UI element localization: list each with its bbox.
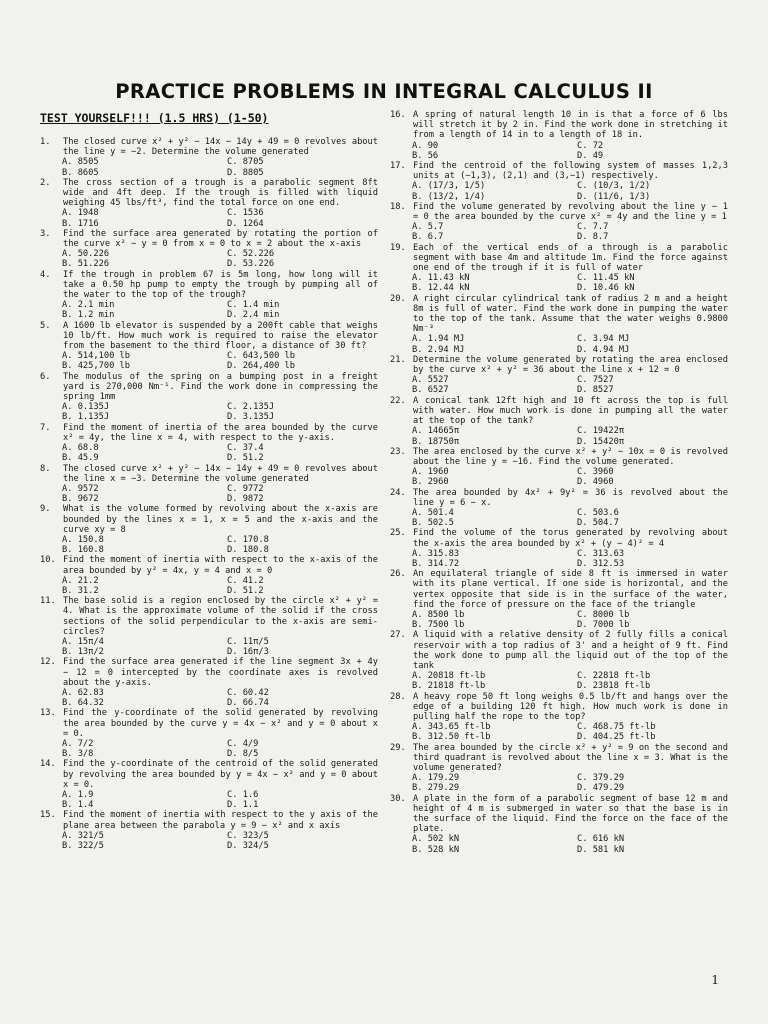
problem-text: Determine the volume generated by rotating the area enclosed by the curve x² + y² = 36 about the line x + 12 = 0 <box>413 354 728 376</box>
answer-choice: A. 62.83 <box>62 687 104 698</box>
answer-choice: D. (11/6, 1/3) <box>577 191 651 202</box>
answer-choice: C. 323/5 <box>227 830 269 841</box>
answer-choice: D. 23818 ft-lb <box>577 681 651 692</box>
answer-choices <box>40 443 378 463</box>
problem-number: 20. <box>390 293 406 304</box>
problem-item <box>40 555 378 596</box>
answer-choice: D. 180.8 <box>227 545 269 556</box>
problem-item <box>40 423 378 464</box>
answer-choice: A. 502 kN <box>412 834 460 845</box>
answer-choice: D. 2.4 min <box>227 310 280 321</box>
answer-choices <box>390 141 728 161</box>
answer-choice: D. 51.2 <box>227 585 264 596</box>
answer-choice: C. 41.2 <box>227 575 264 586</box>
problem-text: If the trough in problem 67 is 5m long, how long will it take a 0.50 hp pump to empty the trough by pumping all of the water to the top of the trough? <box>63 269 378 301</box>
answer-choice: D. 9872 <box>227 494 264 505</box>
problem-item <box>390 243 728 294</box>
problem-number: 27. <box>390 630 406 641</box>
problem-item <box>390 743 728 794</box>
answer-choice: A. 20818 ft-lb <box>412 671 486 682</box>
answer-choice: D. 504.7 <box>577 518 619 529</box>
answer-choice: D. 479.29 <box>577 783 625 794</box>
answer-choice: B. 502.5 <box>412 518 454 529</box>
answer-choice: D. 8527 <box>577 385 614 396</box>
problem-number: 2. <box>40 177 51 188</box>
problem-item <box>40 137 378 178</box>
answer-choices <box>390 508 728 528</box>
problem-number: 6. <box>40 371 51 382</box>
answer-choice: C. 19422π <box>577 426 625 437</box>
problem-item <box>390 161 728 202</box>
problem-item <box>40 708 378 759</box>
problem-number: 10. <box>40 555 56 566</box>
answer-choice: C. (10/3, 1/2) <box>577 181 651 192</box>
answer-choice: B. 21818 ft-lb <box>412 681 486 692</box>
answer-choice: C. 7527 <box>577 375 614 386</box>
answer-choice: B. 56 <box>412 150 439 161</box>
problem-number: 30. <box>390 793 406 804</box>
problem-item <box>40 372 378 423</box>
right-column <box>390 110 728 855</box>
problem-text: The area bounded by the circle x² + y² = 9 on the second and third quadrant is revolved about the line x = 3. What is the volume generated? <box>413 742 728 773</box>
problem-item <box>40 759 378 810</box>
answer-choice: D. 404.25 ft-lb <box>577 732 656 743</box>
answer-choice: A. 150.8 <box>62 534 104 545</box>
answer-choice: B. 9672 <box>62 494 99 505</box>
answer-choices <box>390 467 728 487</box>
problem-number: 29. <box>390 742 406 753</box>
problem-text: The base solid is a region enclosed by the circle x² + y² = 4. What is the approximate volume of the solid if the cross sections of the solid perpendicular to the x-axis are semi-circles? <box>63 596 378 637</box>
answer-choice: C. 503.6 <box>577 507 619 518</box>
answer-choice: D. 324/5 <box>227 841 269 852</box>
answer-choice: C. 2.135J <box>227 402 275 413</box>
problem-number: 24. <box>390 487 406 498</box>
page-title: PRACTICE PROBLEMS IN INTEGRAL CALCULUS II <box>115 80 653 103</box>
answer-choice: B. 13π/2 <box>62 647 104 658</box>
answer-choice: C. 60.42 <box>227 687 269 698</box>
problem-text: A right circular cylindrical tank of radius 2 m and a height 8m is full of water. Find the work done in pumping the water to the top of the tank. Assume that the water weighs 0.9800 Nm⁻³ <box>413 293 728 335</box>
answer-choice: B. 312.50 ft-lb <box>412 732 491 743</box>
problem-number: 9. <box>40 504 51 515</box>
problem-number: 25. <box>390 528 406 539</box>
answer-choice: A. 1.9 <box>62 790 94 800</box>
problem-text: The area enclosed by the curve x² + y² − 10x = 0 is revolved about the line y = −16. Find the volume generated. <box>413 446 728 467</box>
answer-choice: C. 379.29 <box>577 773 625 784</box>
answer-choice: A. 5527 <box>412 375 449 386</box>
answer-choice: C. 170.8 <box>227 534 269 545</box>
answer-choice: A. 7/2 <box>62 738 94 749</box>
answer-choices <box>40 637 378 657</box>
answer-choice: A. 179.29 <box>412 773 460 784</box>
problem-item <box>390 794 728 855</box>
problem-item <box>390 447 728 488</box>
answer-choice: D. 4960 <box>577 477 614 488</box>
answer-choice: C. 313.63 <box>577 548 625 559</box>
answer-choice: C. 1.4 min <box>227 300 280 311</box>
problem-text: Find the y-coordinate of the solid generated by revolving the area bounded by the curve y = 4x − x² and y = 0 about x = 0. <box>63 708 378 739</box>
problem-item <box>40 270 378 321</box>
answer-choice: B. 1.135J <box>62 412 110 423</box>
answer-choice: D. 1.1 <box>227 800 259 811</box>
answer-choice: A. 21.2 <box>62 575 99 586</box>
problem-text: A 1600 lb elevator is suspended by a 200ft cable that weighs 10 lb/ft. How much work is required to raise the elevator from the basement to the third floor, a distance of 30 ft? <box>63 320 378 352</box>
problem-text: Find the moment of inertia with respect to the x-axis of the area bounded by y² = 4x, y = 4 and x = 0 <box>63 555 378 576</box>
answer-choice: B. 64.32 <box>62 698 104 709</box>
problem-number: 19. <box>390 242 406 253</box>
answer-choices <box>390 834 728 854</box>
problem-item <box>40 504 378 555</box>
page-number: 1 <box>711 973 719 987</box>
answer-choice: C. 9772 <box>227 483 264 494</box>
problem-text: Find the y-coordinate of the centroid of the solid generated by revolving the area bounded by y = 4x − x² and y = 0 about x = 0. <box>63 759 378 790</box>
problem-item <box>390 110 728 161</box>
problem-number: 26. <box>390 569 406 580</box>
answer-choices <box>40 739 378 759</box>
answer-choice: C. 468.75 ft-lb <box>577 722 656 733</box>
answer-choice: B. 31.2 <box>62 585 99 596</box>
answer-choice: A. 2.1 min <box>62 300 115 311</box>
answer-choice: D. 16π/3 <box>227 647 269 658</box>
problem-item <box>390 488 728 529</box>
answer-choice: B. 314.72 <box>412 558 460 569</box>
problem-text: Find the moment of inertia with respect to the y axis of the plane area between the parabola y = 9 − x² and x axis <box>63 810 378 831</box>
problem-item <box>40 178 378 229</box>
answer-choice: B. 12.44 kN <box>412 283 470 294</box>
problem-item <box>390 630 728 691</box>
problem-item <box>390 569 728 630</box>
problem-text: Find the surface area generated by rotating the portion of the curve x² − y = 0 from x = 0 to x = 2 about the x-axis <box>63 228 378 250</box>
problem-number: 16. <box>390 110 406 120</box>
answer-choices <box>40 484 378 504</box>
problem-item <box>40 229 378 270</box>
problem-item <box>390 528 728 569</box>
answer-choice: A. 1960 <box>412 467 449 478</box>
section-heading: TEST YOURSELF!!! (1.5 HRS) (1-50) <box>40 111 269 125</box>
problem-item <box>40 810 378 851</box>
answer-choices <box>40 688 378 708</box>
problem-text: Find the centroid of the following system of masses 1,2,3 units at (−1,3), (2,1) and (3,−1) respectively. <box>413 161 728 182</box>
answer-choice: A. 315.83 <box>412 548 460 559</box>
answer-choice: C. 22818 ft-lb <box>577 671 651 682</box>
answer-choice: A. 321/5 <box>62 830 104 841</box>
problem-text: The closed curve x² + y² − 14x − 14y + 49 = 0 revolves about the line x = −3. Determine the volume generated <box>63 463 378 484</box>
answer-choice: B. 8605 <box>62 167 99 178</box>
answer-choice: B. 45.9 <box>62 453 99 464</box>
answer-choice: B. (13/2, 1/4) <box>412 191 486 202</box>
answer-choice: D. 8805 <box>227 167 264 178</box>
problem-item <box>40 657 378 708</box>
answer-choice: B. 528 kN <box>412 844 460 855</box>
answer-choice: B. 1716 <box>62 218 99 229</box>
answer-choices <box>390 222 728 242</box>
problem-number: 7. <box>40 422 51 433</box>
answer-choices <box>390 181 728 201</box>
answer-choice: B. 1.2 min <box>62 310 115 321</box>
answer-choices <box>390 773 728 793</box>
answer-choice: B. 6527 <box>412 385 449 396</box>
answer-choices <box>40 157 378 177</box>
answer-choice: C. 52.226 <box>227 249 275 260</box>
answer-choice: D. 8/5 <box>227 749 259 760</box>
answer-choice: D. 51.2 <box>227 453 264 464</box>
answer-choices <box>390 273 728 293</box>
answer-choice: A. 50.226 <box>62 249 110 260</box>
answer-choices <box>40 535 378 555</box>
answer-choice: C. 8000 lb <box>577 609 630 620</box>
problem-text: An equilateral triangle of side 8 ft is immersed in water with its plane vertical. If one side is horizontal, and the vertex opposite that side is in the surface of the water, find the force of pressure on the face of the triangle <box>413 569 728 610</box>
answer-choice: A. 15π/4 <box>62 636 104 647</box>
answer-choice: D. 581 kN <box>577 844 625 855</box>
answer-choice: B. 18750π <box>412 436 460 447</box>
problem-number: 1. <box>40 137 51 147</box>
problem-text: A spring of natural length 10 in is that a force of 6 lbs will stretch it by 2 in. Find the work done in stretching it from a length of 14 in to a length of 18 in. <box>413 110 728 141</box>
problem-number: 14. <box>40 759 56 770</box>
answer-choice: C. 3960 <box>577 467 614 478</box>
answer-choices <box>40 208 378 228</box>
problem-text: Find the volume generated by revolving about the line y − 1 = 0 the area bounded by the curve x² = 4y and the line y = 1 <box>413 201 728 223</box>
problem-number: 15. <box>40 810 56 821</box>
answer-choices <box>40 402 378 422</box>
problem-text: The modulus of the spring on a bumping post in a freight yard is 270,000 Nm⁻¹. Find the work done in compressing the spring 1mm <box>63 371 378 403</box>
problem-item <box>390 355 728 396</box>
problem-item <box>40 464 378 505</box>
answer-choice: D. 66.74 <box>227 698 269 709</box>
problem-number: 4. <box>40 269 51 280</box>
answer-choice: B. 1.4 <box>62 800 94 811</box>
answer-choices <box>390 610 728 630</box>
answer-choices <box>390 549 728 569</box>
problem-text: The cross section of a trough is a parabolic segment 8ft wide and 4ft deep. If the trough is filled with liquid weighing 45 lbs/ft³, find the total force on one end. <box>63 177 378 209</box>
problem-number: 13. <box>40 708 56 719</box>
answer-choice: C. 1.6 <box>227 790 259 800</box>
answer-choice: A. 514,100 lb <box>62 351 130 362</box>
answer-choice: B. 3/8 <box>62 749 94 760</box>
problem-item <box>390 396 728 447</box>
answer-choice: C. 3.94 MJ <box>577 334 630 345</box>
answer-choice: C. 8705 <box>227 157 264 168</box>
answer-choice: B. 6.7 <box>412 232 444 243</box>
answer-choice: B. 160.8 <box>62 545 104 556</box>
answer-choices <box>40 351 378 371</box>
problem-text: Find the volume of the torus generated by revolving about the x-axis the area bounded by x² + (y − 4)² = 4 <box>413 528 728 549</box>
problem-item <box>390 692 728 743</box>
problem-text: The area bounded by 4x² + 9y² = 36 is revolved about the line y = 6 − x. <box>413 487 728 508</box>
answer-choices <box>390 334 728 354</box>
problem-item <box>390 294 728 355</box>
answer-choice: B. 322/5 <box>62 841 104 852</box>
answer-choice: A. 9572 <box>62 483 99 494</box>
problem-text: What is the volume formed by revolving about the x-axis are bounded by the lines x = 1, x = 5 and the x-axis and the curve xy = 8 <box>63 504 378 535</box>
answer-choice: D. 10.46 kN <box>577 283 635 294</box>
problem-number: 21. <box>390 354 406 365</box>
problem-number: 12. <box>40 657 56 668</box>
answer-choices <box>40 576 378 596</box>
answer-choice: D. 3.135J <box>227 412 275 423</box>
answer-choice: C. 7.7 <box>577 222 609 233</box>
answer-choice: D. 1264 <box>227 218 264 229</box>
problem-number: 28. <box>390 691 406 702</box>
problem-text: Find the moment of inertia of the area bounded by the curve x² = 4y, the line x = 4, with respect to the y-axis. <box>63 422 378 443</box>
answer-choice: A. 5.7 <box>412 222 444 233</box>
problem-number: 3. <box>40 228 51 239</box>
problem-number: 11. <box>40 596 56 607</box>
answer-choice: A. 11.43 kN <box>412 273 470 284</box>
answer-choice: C. 643,500 lb <box>227 351 295 362</box>
problem-text: A liquid with a relative density of 2 fully fills a conical reservoir with a top radius of 3' and a height of 9 ft. Find the work done to pump all the liquid out of the top of the tank <box>413 630 728 671</box>
answer-choices <box>40 831 378 851</box>
answer-choice: A. 68.8 <box>62 443 99 454</box>
answer-choice: C. 72 <box>577 140 604 151</box>
problem-text: A conical tank 12ft high and 10 ft across the top is full with water. How much work is done in pumping all the water at the top of the tank? <box>413 395 728 427</box>
answer-choice: B. 2960 <box>412 477 449 488</box>
answer-choice: D. 7000 lb <box>577 620 630 631</box>
problem-number: 5. <box>40 320 51 331</box>
answer-choice: A. 8505 <box>62 157 99 168</box>
answer-choice: C. 11π/5 <box>227 636 269 647</box>
answer-choice: A. 1.94 MJ <box>412 334 465 345</box>
answer-choice: C. 616 kN <box>577 834 625 845</box>
answer-choices <box>40 249 378 269</box>
answer-choice: D. 4.94 MJ <box>577 344 630 355</box>
answer-choice: B. 425,700 lb <box>62 361 130 372</box>
answer-choice: B. 279.29 <box>412 783 460 794</box>
answer-choices <box>40 790 378 810</box>
answer-choice: A. 14665π <box>412 426 460 437</box>
problem-number: 8. <box>40 463 51 474</box>
left-column <box>40 137 378 851</box>
answer-choice: D. 8.7 <box>577 232 609 243</box>
answer-choice: A. 1948 <box>62 208 99 219</box>
answer-choice: A. 343.65 ft-lb <box>412 722 491 733</box>
answer-choices <box>390 722 728 742</box>
problem-text: Each of the vertical ends of a through is a parabolic segment with base 4m and altitude 1m. Find the force against one end of the trough if it is full of water <box>413 242 728 274</box>
problem-text: A plate in the form of a parabolic segment of base 12 m and height of 4 m is submerged in water so that the base is in the surface of the liquid. Find the force on the face of the plate. <box>413 793 728 835</box>
answer-choice: B. 51.226 <box>62 259 110 270</box>
answer-choice: A. 8500 lb <box>412 609 465 620</box>
problem-number: 22. <box>390 395 406 406</box>
answer-choice: D. 49 <box>577 150 604 161</box>
problem-number: 23. <box>390 446 406 457</box>
problem-item <box>40 321 378 372</box>
problem-number: 17. <box>390 161 406 172</box>
answer-choice: C. 1536 <box>227 208 264 219</box>
problem-text: Find the surface area generated if the line segment 3x + 4y − 12 = 0 intercepted by the coordinate axes is revolved about the y-axis. <box>63 657 378 688</box>
answer-choices <box>40 300 378 320</box>
problem-item <box>390 202 728 243</box>
answer-choice: D. 53.226 <box>227 259 275 270</box>
answer-choice: A. (17/3, 1/5) <box>412 181 486 192</box>
answer-choice: C. 37.4 <box>227 443 264 454</box>
problem-item <box>40 596 378 657</box>
answer-choice: D. 15420π <box>577 436 625 447</box>
problem-text: The closed curve x² + y² − 14x − 14y + 49 = 0 revolves about the line y = −2. Determine the volume generated <box>63 137 378 158</box>
answer-choice: C. 4/9 <box>227 738 259 749</box>
answer-choice: A. 0.135J <box>62 402 110 413</box>
answer-choice: C. 11.45 kN <box>577 273 635 284</box>
answer-choice: D. 312.53 <box>577 558 625 569</box>
problem-text: A heavy rope 50 ft long weighs 0.5 lb/ft and hangs over the edge of a building 120 ft high. How much work is done in pulling half the rope to the top? <box>413 691 728 722</box>
answer-choice: D. 264,400 lb <box>227 361 295 372</box>
answer-choices <box>390 426 728 446</box>
answer-choice: B. 7500 lb <box>412 620 465 631</box>
answer-choice: A. 501.4 <box>412 507 454 518</box>
problem-number: 18. <box>390 201 406 212</box>
answer-choices <box>390 671 728 691</box>
answer-choices <box>390 375 728 395</box>
answer-choice: B. 2.94 MJ <box>412 344 465 355</box>
answer-choice: A. 90 <box>412 140 439 151</box>
